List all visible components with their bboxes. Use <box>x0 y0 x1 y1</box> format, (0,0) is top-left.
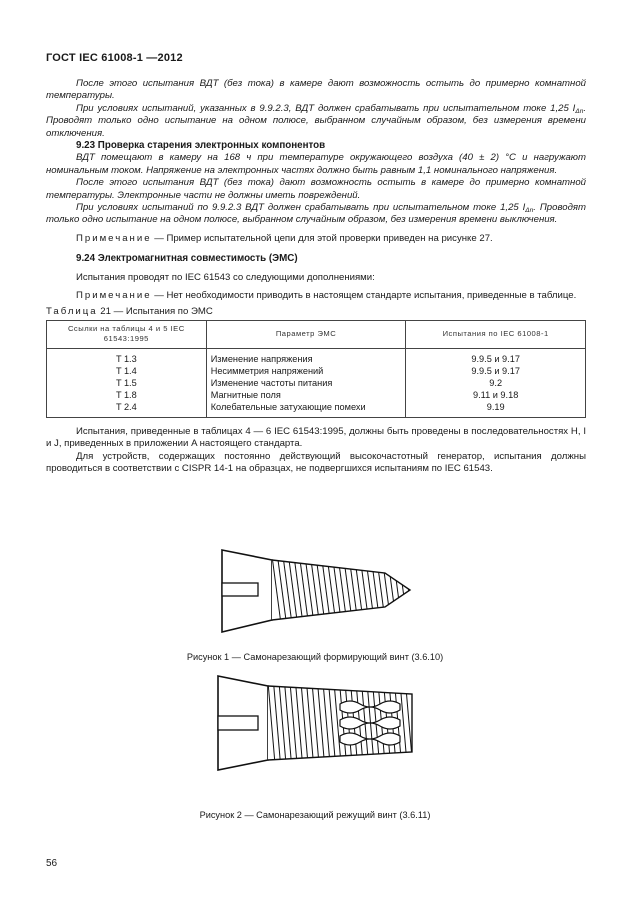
table-cell: 9.11 и 9.18 <box>406 389 586 401</box>
paragraph-aging-chamber: ВДТ помещают в камеру на 168 ч при температуре окружающего воздуха (40 ± 2) °С и нагружают номинальным током. Напряжение на электронных частях должно быть равным 1,1 номинального напряжения. <box>46 152 586 176</box>
paragraph-aging-cooling: После этого испытания ВДТ (без тока) дают возможность остыть в камере до примерно комнатной температуры. Электронные части не должны иметь повреждений. <box>46 177 586 201</box>
figure-1-caption: Рисунок 1 — Самонарезающий формирующий винт (3.6.10) <box>186 652 444 662</box>
section-heading-9-23: 9.23 Проверка старения электронных компонентов <box>76 140 326 152</box>
table-header-cell: Ссылки на таблицы 4 и 5 IEC 61543:1995 <box>47 320 207 348</box>
table-cell: Магнитные поля <box>206 389 406 401</box>
paragraph-cispr: Для устройств, содержащих постоянно действующий высокочастотный генератор, испытания должны проводиться в соответствии с CISPR 14-1 на образцах, не подвергшихся испытаниям по IEC 61543. <box>46 450 586 475</box>
table-cell: Изменение напряжения <box>206 348 406 365</box>
document-header: ГОСТ IEC 61008-1 —2012 <box>46 52 183 64</box>
table-cell: Несимметрия напряжений <box>206 365 406 377</box>
paragraph-aging-trip: При условиях испытаний по 9.9.2.3 ВДТ должен срабатывать при испытательном токе 1,25 $I_{\Delta n}$. Проводят только одно испытание на одном полюсе, выбранном случайным образом, без измерения времени выключения. <box>46 202 586 226</box>
table-cell: T 1.8 <box>47 389 207 401</box>
table-cell: T 1.4 <box>47 365 207 377</box>
table-header-row <box>47 320 586 348</box>
table-cell: 9.9.5 и 9.17 <box>406 348 586 365</box>
table-cell: Колебательные затухающие помехи <box>206 401 406 418</box>
paragraph-cooling: После этого испытания ВДТ (без тока) в камере дают возможность остыть до примерно комнатной температуры. <box>46 78 586 102</box>
paragraph-sequences: Испытания, приведенные в таблицах 4 — 6 IEC 61543:1995, должны быть проведены в последовательностях H, I и J, приведенных в приложении A настоящего стандарта. <box>46 425 586 450</box>
figure-2-caption: Рисунок 2 — Самонарезающий режущий винт (3.6.11) <box>199 810 431 820</box>
table-row <box>47 389 586 401</box>
table-header-cell: Испытания по IEC 61008-1 <box>406 320 586 348</box>
table-cell: Изменение частоты питания <box>206 377 406 389</box>
thread-cutting-screw-drawing <box>0 672 630 772</box>
body-text <box>46 78 586 476</box>
table-cell: 9.2 <box>406 377 586 389</box>
table-cell: 9.9.5 и 9.17 <box>406 365 586 377</box>
emc-table <box>46 320 586 418</box>
section-heading-9-24: 9.24 Электромагнитная совместимость (ЭМС) <box>76 253 298 265</box>
table-row <box>47 348 586 365</box>
table-cell: T 1.3 <box>47 348 207 365</box>
note-emc-table: Примечание — Нет необходимости приводить в настоящем стандарте испытания, приведенные в таблице. <box>76 290 577 302</box>
note-figure-27: Примечание — Пример испытательной цепи для этой проверки приведен на рисунке 27. <box>76 232 493 244</box>
table-cell: 9.19 <box>406 401 586 418</box>
table-row <box>47 401 586 418</box>
table-header-cell: Параметр ЭМС <box>206 320 406 348</box>
figure-2 <box>0 672 630 772</box>
table-cell: T 2.4 <box>47 401 207 418</box>
table-caption: Таблица 21 — Испытания по ЭМС <box>46 305 213 317</box>
thread-forming-screw-drawing <box>0 548 630 648</box>
table-row <box>47 377 586 389</box>
table-cell: T 1.5 <box>47 377 207 389</box>
paragraph-emc-intro: Испытания проводят по IEC 61543 со следующими дополнениями: <box>76 271 375 283</box>
figure-1 <box>0 548 630 648</box>
paragraph-trip-test: При условиях испытаний, указанных в 9.9.2.3, ВДТ должен срабатывать при испытательном токе 1,25 $I_{\Delta n}$. Проводят только одно испытание на одном полюсе, выбранном случайным образом, без измерения времени отключения. <box>46 102 586 139</box>
table-row <box>47 365 586 377</box>
page-number: 56 <box>46 858 58 869</box>
